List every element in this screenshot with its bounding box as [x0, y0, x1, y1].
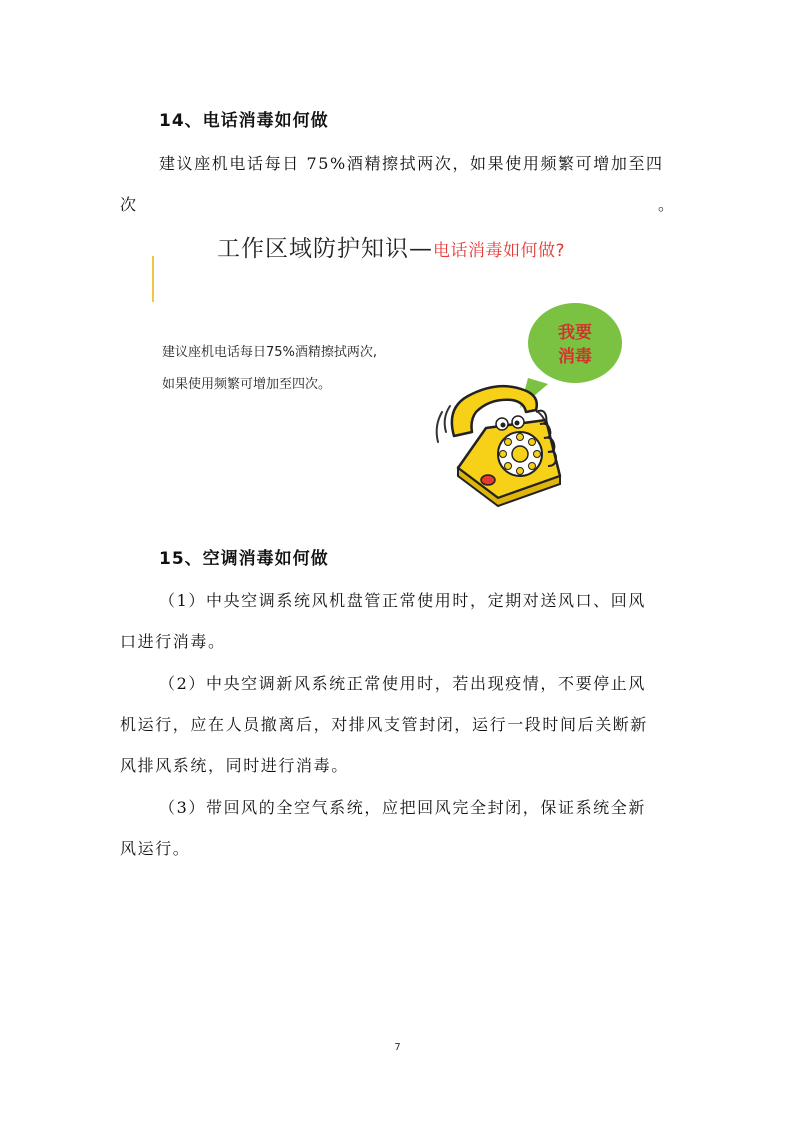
section-15-heading: 15、空调消毒如何做 [159, 549, 329, 569]
section-14-text-line-2: 次 [120, 195, 138, 214]
section-15-p2-line-2: 机运行，应在人员撤离后，对排风支管封闭，运行一段时间后关断新 [120, 715, 649, 734]
section-15-p3-line-1: （3）带回风的全空气系统，应把回风完全封闭，保证系统全新 [159, 798, 646, 817]
phone-illustration [428, 300, 628, 510]
section-14-heading: 14、电话消毒如何做 [159, 111, 329, 131]
phone-disinfection-figure [150, 222, 650, 512]
speech-bubble [520, 301, 624, 408]
section-15-p2-line-1: （2）中央空调新风系统正常使用时，若出现疫情，不要停止风 [159, 674, 646, 693]
phone-icon [452, 386, 560, 506]
section-15-p2-line-3: 风排风系统，同时进行消毒。 [120, 756, 349, 775]
section-15-p1-line-2: 口进行消毒。 [120, 632, 226, 651]
section-14-text-line-1: 建议座机电话每日 75%酒精擦拭两次，如果使用频繁可增加至四 [159, 154, 664, 173]
figure-text-line-2: 如果使用频繁可增加至四次。 [162, 377, 332, 392]
figure-title-red: 电话消毒如何做? [433, 241, 566, 261]
bubble-text-line-1: 我要 [558, 323, 592, 343]
figure-accent-bar [152, 256, 154, 302]
figure-title-main: 工作区域防护知识— [217, 236, 433, 262]
section-14-text-line-2-end: 。 [658, 195, 676, 214]
bubble-text-line-2: 消毒 [558, 347, 592, 367]
section-15-p1-line-1: （1）中央空调系统风机盘管正常使用时，定期对送风口、回风 [159, 591, 646, 610]
page-number: 7 [394, 1042, 401, 1053]
section-15-p3-line-2: 风运行。 [120, 839, 191, 858]
figure-text-line-1: 建议座机电话每日75%酒精擦拭两次, [162, 345, 378, 360]
figure-title [217, 230, 565, 263]
